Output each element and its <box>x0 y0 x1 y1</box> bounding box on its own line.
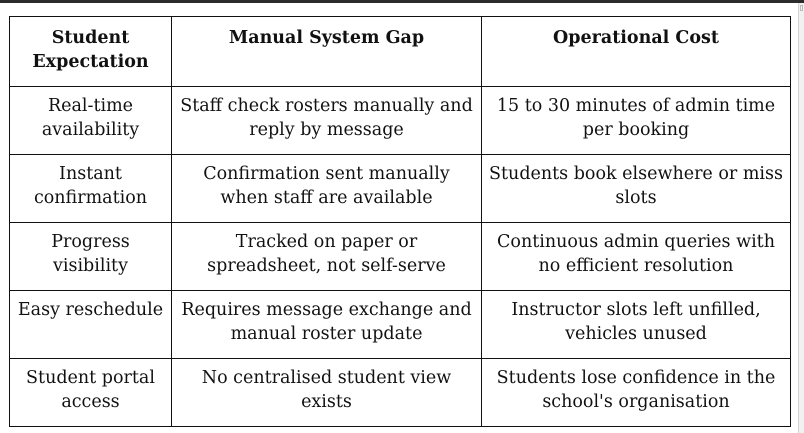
header-operational-cost: Operational Cost <box>482 17 791 87</box>
cost-cell: Students book elsewhere or miss slots <box>482 155 791 223</box>
header-student-expectation: Student Expectation <box>10 17 172 87</box>
expectation-cell: Progress visibility <box>10 223 172 291</box>
expectation-gap-cost-table <box>9 16 791 427</box>
cost-cell: Continuous admin queries with no efficient resolution <box>482 223 791 291</box>
gap-cell: Tracked on paper or spreadsheet, not self-serve <box>172 223 482 291</box>
cost-cell: Instructor slots left unfilled, vehicles unused <box>482 291 791 359</box>
expectation-cell: Student portal access <box>10 359 172 427</box>
scrollbar-edge[interactable] <box>798 3 804 433</box>
header-row <box>10 17 791 87</box>
cost-cell: 15 to 30 minutes of admin time per booking <box>482 87 791 155</box>
table-row <box>10 291 791 359</box>
header-manual-system-gap: Manual System Gap <box>172 17 482 87</box>
cost-cell: Students lose confidence in the school's organisation <box>482 359 791 427</box>
expectation-cell: Easy reschedule <box>10 291 172 359</box>
gap-cell: No centralised student view exists <box>172 359 482 427</box>
table-row <box>10 87 791 155</box>
top-border-rule <box>0 0 804 3</box>
table-row <box>10 155 791 223</box>
table-row <box>10 223 791 291</box>
table-row <box>10 359 791 427</box>
expectation-cell: Real-time availability <box>10 87 172 155</box>
gap-cell: Confirmation sent manually when staff are available <box>172 155 482 223</box>
expectation-cell: Instant confirmation <box>10 155 172 223</box>
gap-cell: Staff check rosters manually and reply by message <box>172 87 482 155</box>
table-body <box>10 87 791 427</box>
gap-cell: Requires message exchange and manual roster update <box>172 291 482 359</box>
table-header <box>10 17 791 87</box>
